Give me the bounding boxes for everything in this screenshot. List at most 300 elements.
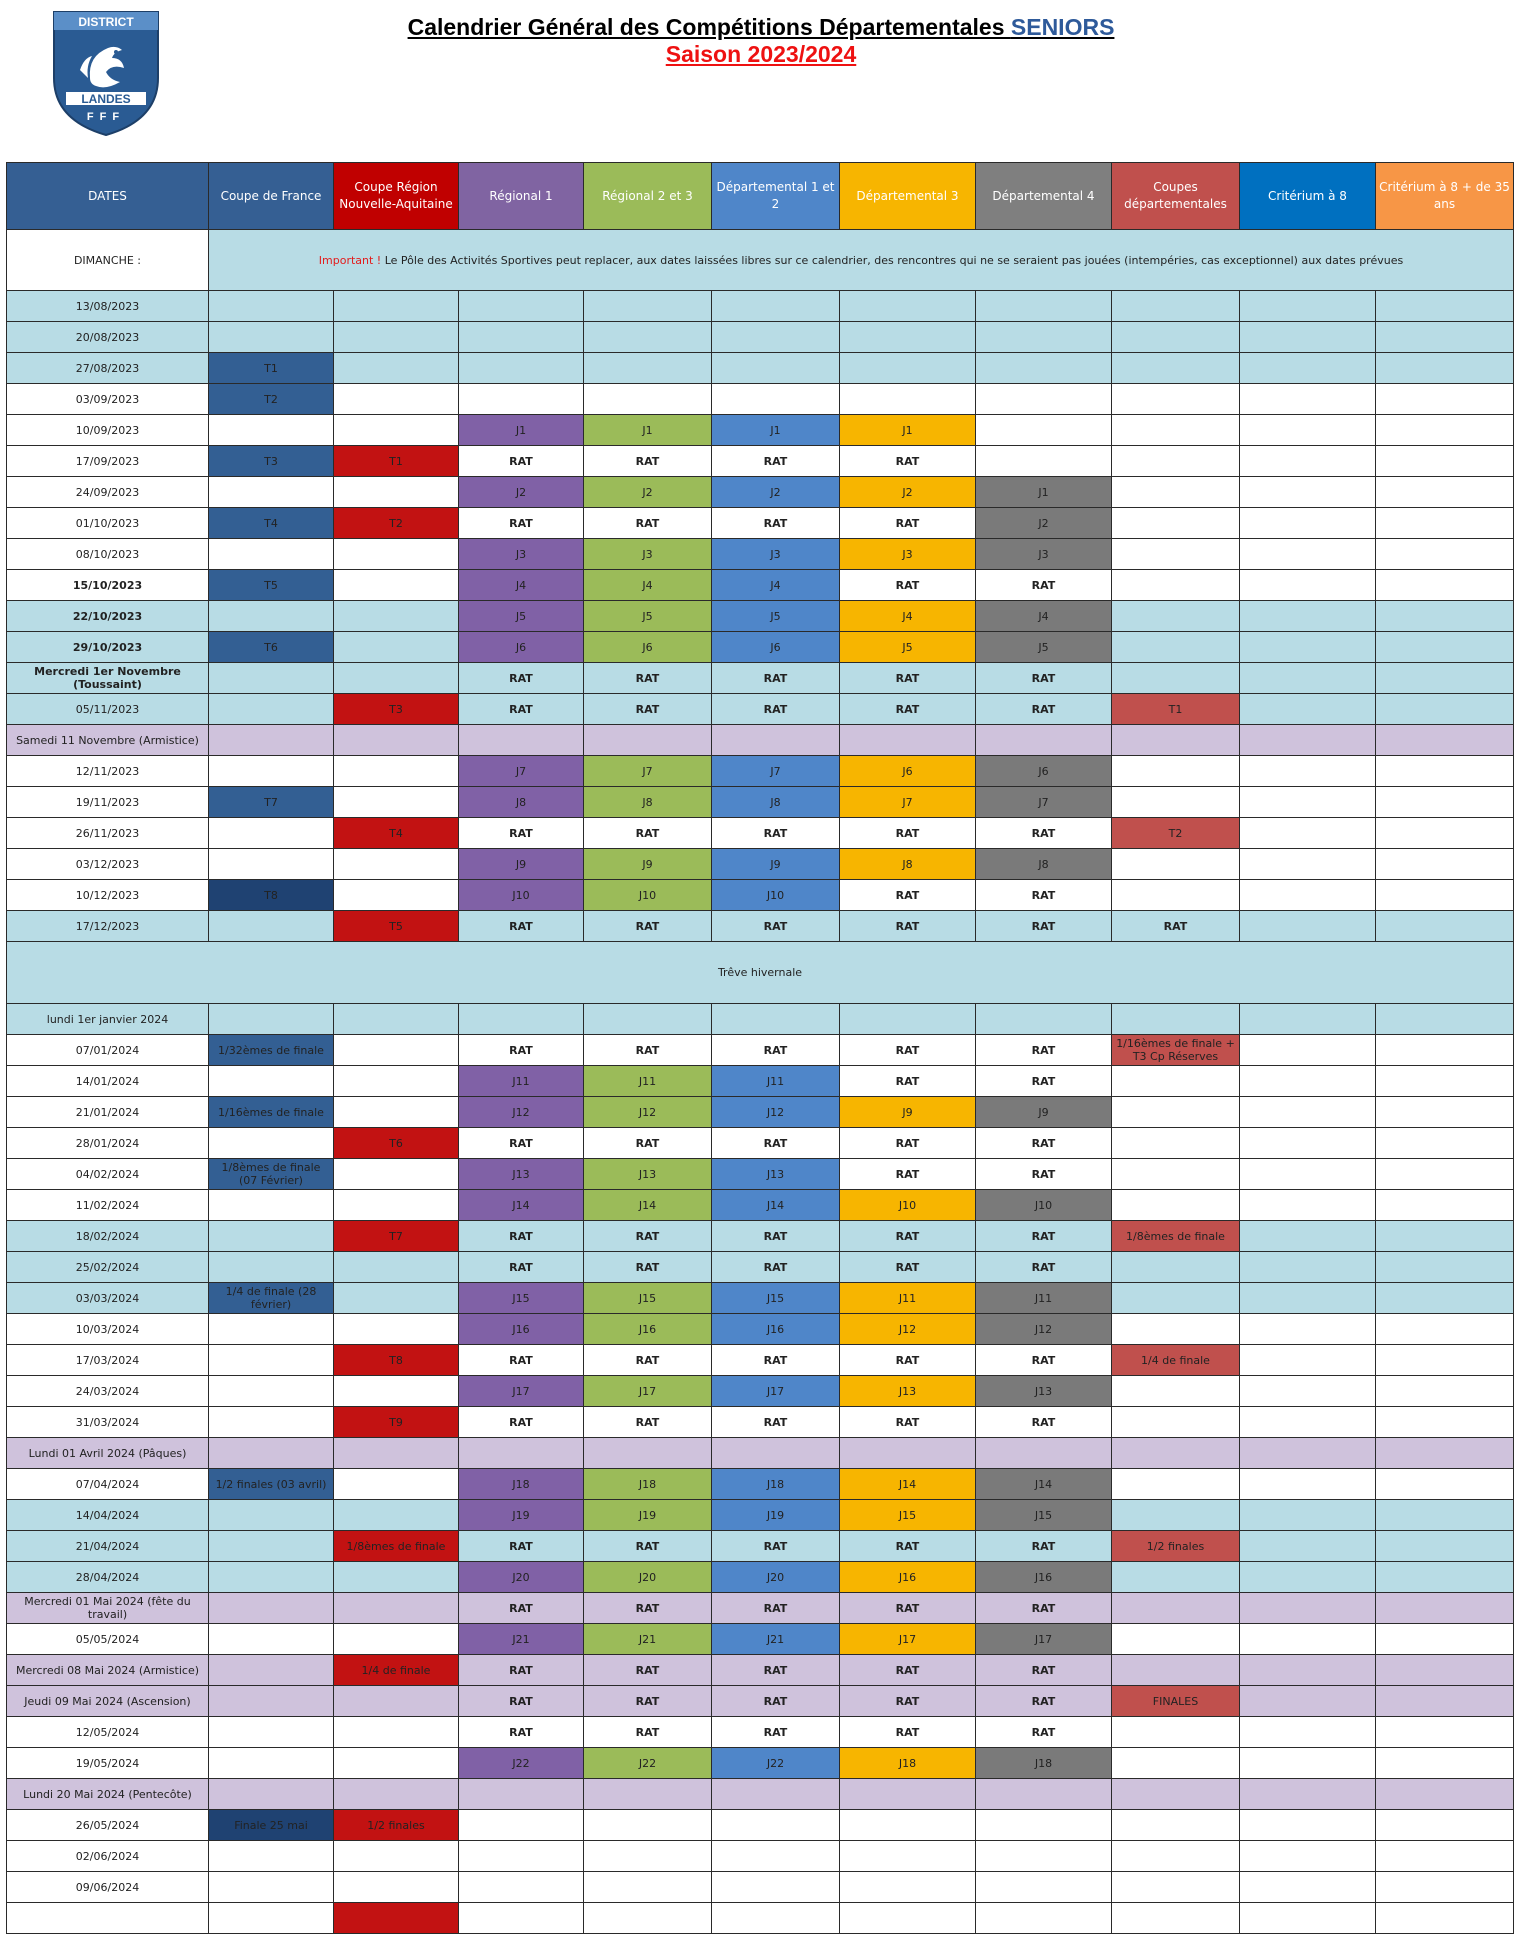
calendar-cell [1240,291,1376,322]
calendar-cell [334,539,459,570]
calendar-cell [1112,322,1240,353]
calendar-cell: RAT [584,446,712,477]
calendar-cell: J15 [584,1283,712,1314]
table-row [7,446,1514,477]
calendar-cell [840,291,976,322]
calendar-cell: J21 [712,1624,840,1655]
calendar-cell [1376,911,1514,942]
table-row [7,632,1514,663]
calendar-cell: J8 [459,787,584,818]
calendar-cell: RAT [840,694,976,725]
date-cell: 19/05/2024 [7,1748,209,1779]
calendar-cell [584,1872,712,1903]
calendar-cell [334,1159,459,1190]
calendar-cell: RAT [712,446,840,477]
calendar-cell: T4 [209,508,334,539]
col-header-regional-1: Régional 1 [459,163,584,230]
calendar-cell [1240,1190,1376,1221]
calendar-cell: T5 [334,911,459,942]
calendar-cell: RAT [584,694,712,725]
calendar-cell [584,353,712,384]
calendar-cell: J4 [584,570,712,601]
title-prefix: Calendrier Général des Compétitions Départementales [407,14,1011,40]
calendar-cell: RAT [840,1252,976,1283]
calendar-cell: RAT [584,911,712,942]
date-cell: 10/03/2024 [7,1314,209,1345]
calendar-cell: RAT [840,570,976,601]
date-cell: 17/03/2024 [7,1345,209,1376]
table-row [7,1035,1514,1066]
calendar-cell: J22 [712,1748,840,1779]
calendar-cell [1376,322,1514,353]
table-row [7,1190,1514,1221]
calendar-cell [1240,446,1376,477]
table-row [7,601,1514,632]
date-cell: 05/05/2024 [7,1624,209,1655]
table-row [7,1221,1514,1252]
calendar-cell [1376,601,1514,632]
calendar-cell [1240,1903,1376,1934]
calendar-cell [334,1469,459,1500]
calendar-cell: J1 [840,415,976,446]
calendar-cell [1376,353,1514,384]
calendar-cell [584,1004,712,1035]
calendar-cell: RAT [840,818,976,849]
calendar-cell: RAT [584,1686,712,1717]
calendar-cell [1376,1035,1514,1066]
calendar-cell [1240,1500,1376,1531]
date-cell: lundi 1er janvier 2024 [7,1004,209,1035]
date-cell: Mercredi 08 Mai 2024 (Armistice) [7,1655,209,1686]
calendar-cell: RAT [459,1531,584,1562]
calendar-cell [1112,1407,1240,1438]
calendar-cell: RAT [459,1407,584,1438]
calendar-cell: RAT [976,1066,1112,1097]
calendar-cell: J20 [459,1562,584,1593]
calendar-cell [1376,1345,1514,1376]
calendar-cell [1240,1407,1376,1438]
calendar-cell [334,1097,459,1128]
table-row [7,1841,1514,1872]
calendar-cell: RAT [976,1686,1112,1717]
calendar-cell: RAT [459,818,584,849]
table-row [7,1314,1514,1345]
calendar-cell: J10 [712,880,840,911]
date-cell: 10/12/2023 [7,880,209,911]
calendar-cell: J14 [584,1190,712,1221]
calendar-cell: RAT [976,1345,1112,1376]
calendar-cell: RAT [459,508,584,539]
calendar-cell: RAT [459,446,584,477]
calendar-cell [1376,632,1514,663]
date-cell: 29/10/2023 [7,632,209,663]
calendar-cell: J5 [712,601,840,632]
table-row [7,756,1514,787]
calendar-cell: J12 [712,1097,840,1128]
competition-calendar-table [6,162,1514,1934]
calendar-cell [209,1624,334,1655]
calendar-cell [1240,1376,1376,1407]
calendar-cell [209,663,334,694]
calendar-cell [1240,1593,1376,1624]
calendar-cell: J1 [584,415,712,446]
calendar-cell [459,1438,584,1469]
calendar-cell [334,1717,459,1748]
calendar-cell: RAT [840,1221,976,1252]
calendar-cell [1376,1159,1514,1190]
calendar-cell: J8 [584,787,712,818]
note-row [7,230,1514,291]
calendar-cell [1112,1314,1240,1345]
calendar-cell: RAT [712,1035,840,1066]
calendar-cell: RAT [712,508,840,539]
calendar-cell [1376,1624,1514,1655]
calendar-cell: J22 [584,1748,712,1779]
date-cell: 21/01/2024 [7,1097,209,1128]
calendar-cell [840,1841,976,1872]
calendar-cell [1240,818,1376,849]
calendar-cell [1112,415,1240,446]
calendar-cell [334,1314,459,1345]
calendar-cell [1376,1252,1514,1283]
calendar-cell [1240,1097,1376,1128]
calendar-cell [1240,1531,1376,1562]
calendar-cell [1376,1469,1514,1500]
calendar-cell [840,1004,976,1035]
calendar-cell: T9 [334,1407,459,1438]
calendar-cell [1112,1159,1240,1190]
calendar-cell [1240,1004,1376,1035]
calendar-cell [1240,1748,1376,1779]
calendar-cell: RAT [584,1593,712,1624]
calendar-cell: RAT [840,911,976,942]
date-cell: 10/09/2023 [7,415,209,446]
calendar-cell [712,353,840,384]
calendar-cell [1376,663,1514,694]
title-line1 [408,14,1115,40]
calendar-cell [976,1438,1112,1469]
calendar-cell: J2 [976,508,1112,539]
date-cell: 03/09/2023 [7,384,209,415]
calendar-cell: T1 [1112,694,1240,725]
table-row [7,353,1514,384]
calendar-cell: RAT [840,880,976,911]
calendar-cell: J18 [584,1469,712,1500]
calendar-cell: FINALES [1112,1686,1240,1717]
calendar-cell [334,1903,459,1934]
calendar-cell: J18 [712,1469,840,1500]
calendar-cell: RAT [1112,911,1240,942]
calendar-cell: RAT [584,663,712,694]
calendar-cell: J6 [584,632,712,663]
calendar-cell: 1/4 de finale (28 février) [209,1283,334,1314]
calendar-cell: J15 [459,1283,584,1314]
table-row [7,477,1514,508]
calendar-cell [1112,1438,1240,1469]
calendar-cell: J11 [712,1066,840,1097]
calendar-cell [1376,1779,1514,1810]
calendar-cell: J2 [840,477,976,508]
calendar-cell: RAT [459,1035,584,1066]
calendar-cell: RAT [976,663,1112,694]
calendar-cell [1112,1190,1240,1221]
calendar-cell: J20 [712,1562,840,1593]
calendar-cell: RAT [840,1159,976,1190]
calendar-cell: J17 [459,1376,584,1407]
calendar-cell [1112,1283,1240,1314]
calendar-cell: RAT [459,1655,584,1686]
calendar-cell: J3 [976,539,1112,570]
calendar-cell [209,1655,334,1686]
logo-bottom-text: FFF [86,111,126,123]
date-cell: Lundi 20 Mai 2024 (Pentecôte) [7,1779,209,1810]
district-landes-logo [50,8,162,138]
calendar-cell: 1/32èmes de finale [209,1035,334,1066]
calendar-cell [1240,1655,1376,1686]
calendar-cell [1240,1624,1376,1655]
title-seniors: SENIORS [1010,14,1115,40]
calendar-cell [209,1593,334,1624]
treve-row [7,942,1514,1004]
calendar-cell [1112,1655,1240,1686]
table-row [7,1531,1514,1562]
calendar-cell: J7 [584,756,712,787]
calendar-cell: RAT [840,1717,976,1748]
calendar-cell [1376,1841,1514,1872]
calendar-cell: RAT [976,1531,1112,1562]
calendar-cell: J6 [976,756,1112,787]
calendar-cell: T2 [334,508,459,539]
calendar-cell [1240,880,1376,911]
col-header-criterium-8: Critérium à 8 [1240,163,1376,230]
calendar-cell [1240,477,1376,508]
calendar-cell [334,1841,459,1872]
calendar-cell [1376,1376,1514,1407]
calendar-cell [976,1903,1112,1934]
calendar-cell: J16 [976,1562,1112,1593]
calendar-cell: J15 [712,1283,840,1314]
date-cell: 25/02/2024 [7,1252,209,1283]
calendar-cell: J2 [584,477,712,508]
calendar-cell [840,353,976,384]
calendar-cell [209,1500,334,1531]
calendar-cell: RAT [712,1686,840,1717]
table-row [7,694,1514,725]
calendar-cell: T6 [209,632,334,663]
calendar-cell [1240,1221,1376,1252]
calendar-cell: J14 [976,1469,1112,1500]
calendar-cell [1240,1314,1376,1345]
calendar-cell [1240,911,1376,942]
calendar-cell [209,818,334,849]
calendar-cell: RAT [976,818,1112,849]
table-row [7,1004,1514,1035]
date-cell: Jeudi 09 Mai 2024 (Ascension) [7,1686,209,1717]
calendar-cell [1112,353,1240,384]
calendar-cell: J13 [976,1376,1112,1407]
calendar-cell [1376,1810,1514,1841]
calendar-cell: RAT [976,911,1112,942]
calendar-cell: T1 [209,353,334,384]
calendar-cell: J11 [840,1283,976,1314]
date-cell: 11/02/2024 [7,1190,209,1221]
calendar-cell [584,1779,712,1810]
calendar-cell: T7 [209,787,334,818]
calendar-cell [209,415,334,446]
calendar-cell: J12 [976,1314,1112,1345]
calendar-cell: Finale 25 mai [209,1810,334,1841]
calendar-cell [209,725,334,756]
calendar-cell [1240,725,1376,756]
calendar-cell [1376,1903,1514,1934]
calendar-cell [1112,1779,1240,1810]
calendar-cell [334,1562,459,1593]
table-row [7,1438,1514,1469]
calendar-cell [1112,849,1240,880]
calendar-cell [584,1810,712,1841]
calendar-cell [1240,1128,1376,1159]
calendar-cell: RAT [840,1531,976,1562]
note-text: Le Pôle des Activités Sportives peut replacer, aux dates laissées libres sur ce calendrier, des rencontres qui ne se seraient pas jouées (intempéries, cas exceptionnel) aux dates prévues [381,253,1404,267]
date-cell: 09/06/2024 [7,1872,209,1903]
calendar-cell [840,1872,976,1903]
table-row [7,1252,1514,1283]
calendar-cell: J10 [584,880,712,911]
calendar-cell [1376,787,1514,818]
calendar-cell [1112,1810,1240,1841]
calendar-cell: 1/8èmes de finale (07 Février) [209,1159,334,1190]
calendar-cell [1112,1097,1240,1128]
calendar-cell: RAT [840,1407,976,1438]
calendar-cell: J18 [840,1748,976,1779]
calendar-cell: J11 [584,1066,712,1097]
calendar-cell [976,1004,1112,1035]
calendar-cell [1240,1562,1376,1593]
col-header-coupes-departementales: Coupes départementales [1112,163,1240,230]
calendar-cell [712,1779,840,1810]
calendar-cell: RAT [976,1655,1112,1686]
calendar-cell: RAT [459,663,584,694]
calendar-cell [840,1438,976,1469]
calendar-cell: J9 [712,849,840,880]
calendar-cell: T6 [334,1128,459,1159]
calendar-cell [1376,1531,1514,1562]
calendar-cell: RAT [976,1717,1112,1748]
calendar-cell: RAT [840,446,976,477]
col-header-coupe-region: Coupe Région Nouvelle-Aquitaine [334,163,459,230]
calendar-cell [209,694,334,725]
calendar-cell: J20 [584,1562,712,1593]
date-cell: 12/05/2024 [7,1717,209,1748]
date-cell: 03/03/2024 [7,1283,209,1314]
col-header-dates: DATES [7,163,209,230]
calendar-cell [209,1717,334,1748]
calendar-cell [209,1345,334,1376]
calendar-cell [584,322,712,353]
calendar-cell: J14 [840,1469,976,1500]
calendar-cell [334,1748,459,1779]
calendar-cell [1112,477,1240,508]
date-cell: 27/08/2023 [7,353,209,384]
calendar-cell: RAT [459,1686,584,1717]
calendar-cell: RAT [976,1407,1112,1438]
table-row [7,1748,1514,1779]
calendar-cell: J17 [584,1376,712,1407]
calendar-cell [334,570,459,601]
calendar-cell [1376,1221,1514,1252]
calendar-cell [334,1686,459,1717]
calendar-cell [1240,1686,1376,1717]
calendar-cell [1112,1903,1240,1934]
calendar-cell: J13 [459,1159,584,1190]
calendar-cell [1112,1500,1240,1531]
calendar-cell [209,1252,334,1283]
calendar-cell [840,1903,976,1934]
calendar-cell [1240,1159,1376,1190]
calendar-cell [1112,384,1240,415]
table-row [7,570,1514,601]
calendar-cell [1376,1004,1514,1035]
calendar-cell: RAT [976,1221,1112,1252]
calendar-cell: J2 [459,477,584,508]
table-row [7,1066,1514,1097]
calendar-cell [334,291,459,322]
calendar-cell [1376,849,1514,880]
calendar-cell: J7 [976,787,1112,818]
calendar-cell [1112,1624,1240,1655]
calendar-cell [712,322,840,353]
calendar-cell: RAT [712,694,840,725]
calendar-cell: J21 [459,1624,584,1655]
calendar-cell: RAT [976,1252,1112,1283]
calendar-cell [459,1004,584,1035]
calendar-cell [334,1872,459,1903]
calendar-cell [334,787,459,818]
calendar-cell: RAT [459,1221,584,1252]
calendar-cell: RAT [712,1407,840,1438]
table-row [7,322,1514,353]
calendar-cell [976,384,1112,415]
calendar-cell [1376,477,1514,508]
calendar-cell [1240,322,1376,353]
page-title [300,14,1222,68]
calendar-cell [1240,632,1376,663]
calendar-cell: RAT [584,1035,712,1066]
date-cell: 28/01/2024 [7,1128,209,1159]
calendar-cell [209,1872,334,1903]
calendar-cell: RAT [712,1717,840,1748]
calendar-cell: RAT [976,570,1112,601]
calendar-cell: RAT [584,1252,712,1283]
calendar-cell [1376,880,1514,911]
calendar-cell: RAT [584,1531,712,1562]
table-row [7,1376,1514,1407]
date-cell: 14/01/2024 [7,1066,209,1097]
calendar-cell [584,1438,712,1469]
calendar-cell: J11 [459,1066,584,1097]
calendar-cell: J3 [459,539,584,570]
calendar-cell: J7 [840,787,976,818]
calendar-cell [1112,570,1240,601]
calendar-cell [334,1593,459,1624]
calendar-cell [209,1004,334,1035]
calendar-cell: 1/16èmes de finale + T3 Cp Réserves [1112,1035,1240,1066]
table-header-row [7,163,1514,230]
calendar-cell: RAT [976,1159,1112,1190]
calendar-cell [1376,1717,1514,1748]
calendar-cell [1112,1872,1240,1903]
calendar-cell: J2 [712,477,840,508]
